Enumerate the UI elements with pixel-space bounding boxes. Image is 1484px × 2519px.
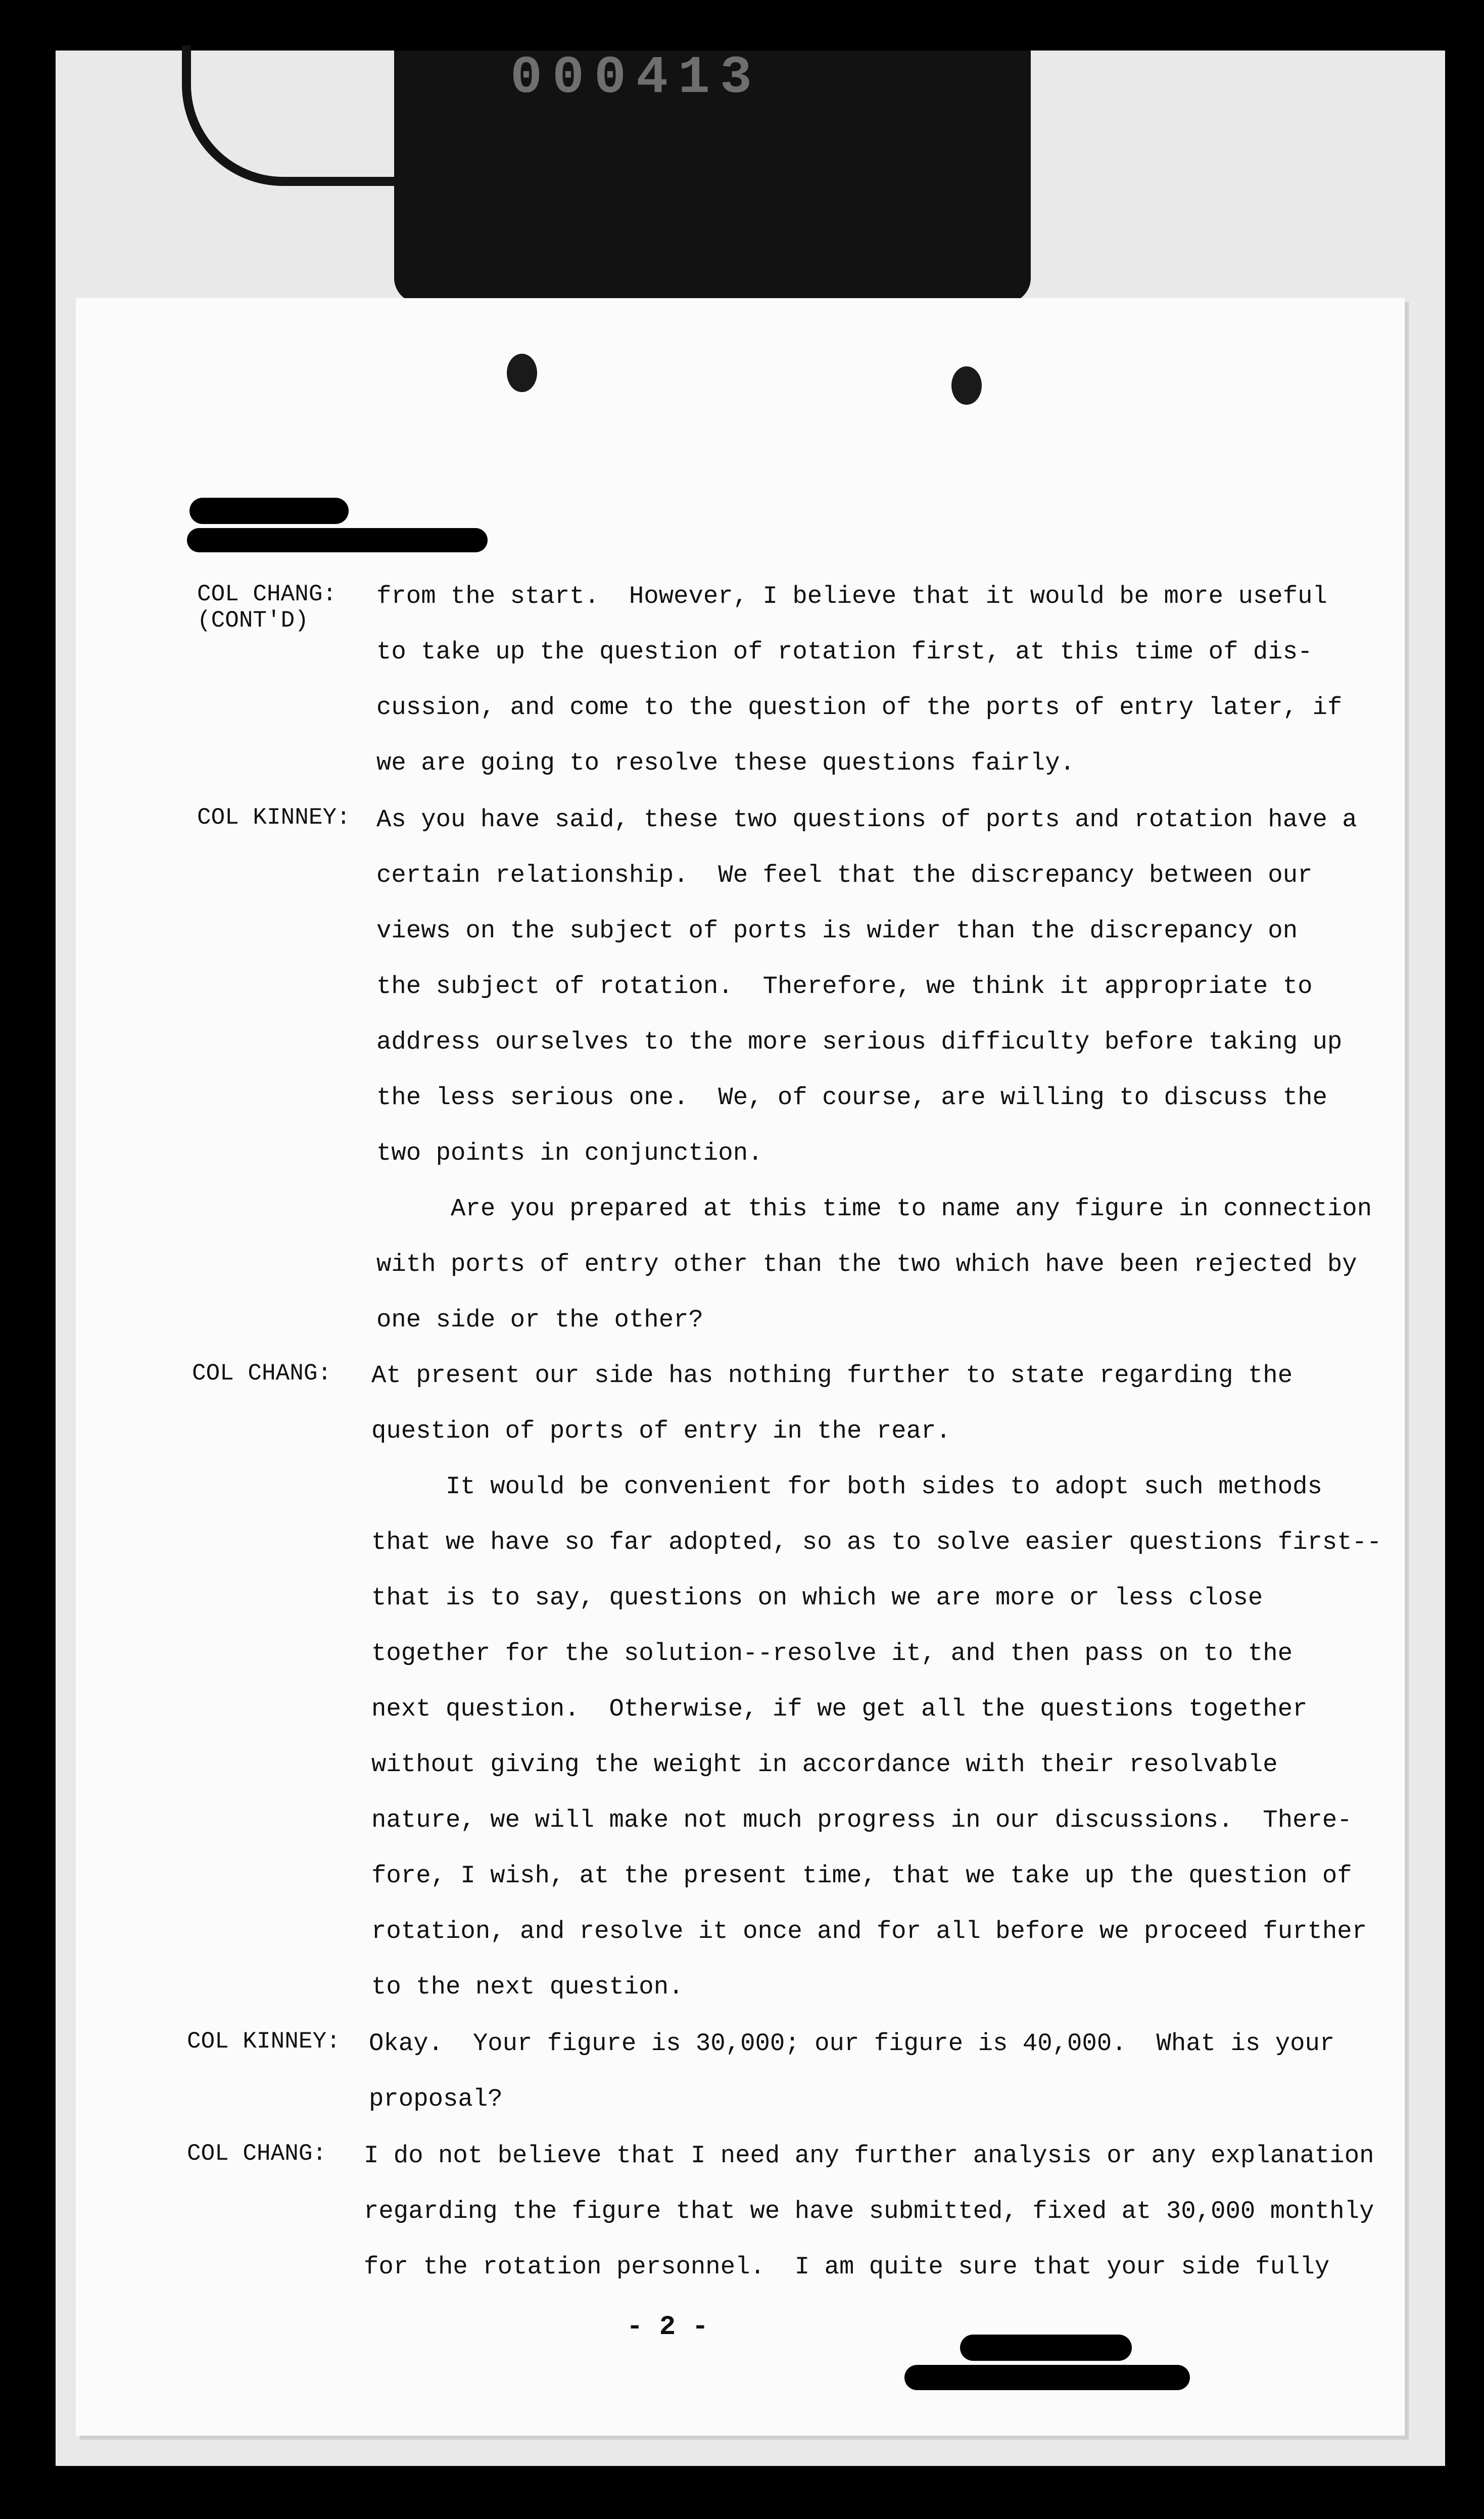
text-line: fore, I wish, at the present time, that we take up the question of bbox=[371, 1862, 1352, 1890]
text-line: the subject of rotation. Therefore, we think it appropriate to bbox=[376, 972, 1313, 1001]
text-line: together for the solution--resolve it, and then pass on to the bbox=[371, 1639, 1293, 1668]
text-line: address ourselves to the more serious difficulty before taking up bbox=[376, 1028, 1343, 1056]
text-line: next question. Otherwise, if we get all the questions together bbox=[371, 1695, 1308, 1723]
speaker-label: COL CHANG: bbox=[197, 581, 337, 607]
text-line: views on the subject of ports is wider than the discrepancy on bbox=[376, 917, 1298, 945]
speaker-label: COL CHANG: bbox=[187, 2141, 327, 2167]
text-line: At present our side has nothing further to state regarding the bbox=[371, 1361, 1293, 1390]
text-line: It would be convenient for both sides to adopt such methods bbox=[371, 1472, 1322, 1501]
text-line: question of ports of entry in the rear. bbox=[371, 1417, 951, 1445]
text-line: Are you prepared at this time to name any figure in connection bbox=[376, 1195, 1372, 1223]
redaction-mark-bottom-2 bbox=[904, 2365, 1190, 2390]
text-line: nature, we will make not much progress in our discussions. There- bbox=[371, 1806, 1352, 1834]
text-line: As you have said, these two questions of ports and rotation have a bbox=[376, 805, 1357, 834]
text-line: from the start. However, I believe that it would be more useful bbox=[376, 582, 1327, 610]
redaction-mark-bottom-1 bbox=[960, 2335, 1132, 2361]
text-line: I do not believe that I need any further analysis or any explanation bbox=[364, 2142, 1374, 2170]
text-line: two points in conjunction. bbox=[376, 1139, 763, 1167]
text-line: that is to say, questions on which we are more or less close bbox=[371, 1584, 1263, 1612]
text-line: to take up the question of rotation first, at this time of dis- bbox=[376, 638, 1313, 666]
redaction-mark-top-1 bbox=[189, 498, 349, 524]
page-number: - 2 - bbox=[627, 2312, 709, 2343]
text-line: certain relationship. We feel that the discrepancy between our bbox=[376, 861, 1313, 889]
speaker-label: COL CHANG: bbox=[192, 1360, 332, 1387]
text-line: cussion, and come to the question of the ports of entry later, if bbox=[376, 693, 1343, 722]
speaker-label: COL KINNEY: bbox=[187, 2028, 341, 2055]
punch-hole-left bbox=[507, 354, 537, 392]
document-page bbox=[76, 298, 1405, 2436]
text-line: that we have so far adopted, so as to solve easier questions first-- bbox=[371, 1528, 1382, 1556]
text-line: regarding the figure that we have submitted, fixed at 30,000 monthly bbox=[364, 2197, 1374, 2225]
text-line: without giving the weight in accordance with their resolvable bbox=[371, 1750, 1278, 1779]
text-line: proposal? bbox=[369, 2085, 503, 2113]
text-line: Okay. Your figure is 30,000; our figure is 40,000. What is your bbox=[369, 2029, 1335, 2058]
speaker-label: COL KINNEY: bbox=[197, 804, 351, 831]
punch-hole-right bbox=[951, 366, 982, 405]
text-line: one side or the other? bbox=[376, 1306, 703, 1334]
text-line: for the rotation personnel. I am quite sure that your side fully bbox=[364, 2253, 1330, 2281]
text-line: to the next question. bbox=[371, 1973, 684, 2001]
text-line: we are going to resolve these questions fairly. bbox=[376, 749, 1075, 777]
text-line: the less serious one. We, of course, are willing to discuss the bbox=[376, 1083, 1327, 1112]
text-line: with ports of entry other than the two which have been rejected by bbox=[376, 1250, 1357, 1278]
text-line: rotation, and resolve it once and for all before we proceed further bbox=[371, 1917, 1367, 1945]
redaction-mark-top-2 bbox=[187, 528, 488, 552]
header-stamp: 000413 bbox=[510, 48, 762, 108]
speaker-continued-label: (CONT'D) bbox=[197, 607, 309, 634]
